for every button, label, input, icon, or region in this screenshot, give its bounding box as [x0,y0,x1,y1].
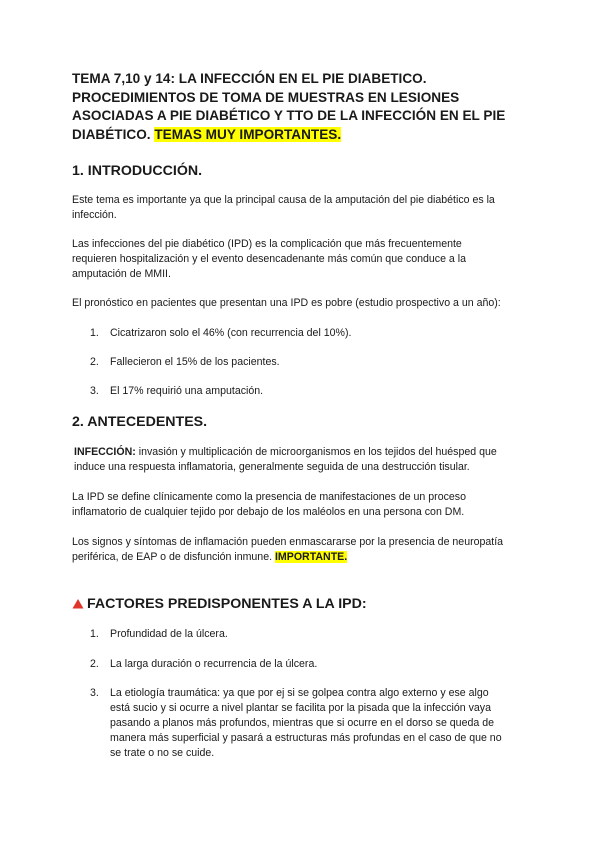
intro-p1-line-2: infección. [72,209,117,221]
list-item-number: 1. [90,327,99,339]
antecedentes-p1-line-1 [74,445,534,460]
intro-heading: 1. INTRODUCCIÓN. [72,163,203,179]
list-item-number: 3. [90,385,99,397]
factores-heading [72,596,367,612]
antecedentes-paragraph-1 [74,445,534,475]
item3-line-2: está sucio y si ocurre a nivel plantar se facilita por la pisada que la infección vaya [110,702,491,714]
antecedentes-p3-line-2 [72,550,532,565]
intro-p2-line-2: requieren hospitalización y el evento desencadenante más común que conduce a la [72,253,466,265]
list-item-text: La larga duración o recurrencia de la úlcera. [110,658,318,670]
important-highlight: IMPORTANTE. [274,551,348,563]
antecedentes-p3-line-1: Los signos y síntomas de inflamación pueden enmascararse por la presencia de neuropatía [72,536,504,548]
intro-paragraph-2 [72,237,532,282]
title-line-4 [72,126,542,145]
intro-p2-line-3: amputación de MMII. [72,268,171,280]
list-item-number: 3. [90,687,99,699]
intro-p3-line: El pronóstico en pacientes que presentan una IPD es pobre (estudio prospectivo a un año): [72,297,501,309]
title-highlight: TEMAS MUY IMPORTANTES. [154,126,342,142]
intro-paragraph-1 [72,193,532,223]
antecedentes-p1-line-2: induce una respuesta inflamatoria, generalmente seguida de una destrucción tisular. [74,461,470,473]
list-item-text: El 17% requirió una amputación. [110,385,264,397]
list-item-text [110,686,502,761]
list-item-number: 2. [90,356,99,368]
list-item-text: Fallecieron el 15% de los pacientes. [110,356,280,368]
antecedentes-p2-line-1: La IPD se define clínicamente como la presencia de manifestaciones de un proceso [72,491,466,503]
list-item-number: 2. [90,658,99,670]
item3-line-4: manera más superficial y pasará a estructuras más profundas en el caso de que no [110,732,502,744]
antecedentes-p3-line-2-text: periférica, de EAP o de disfunción inmune. [72,551,275,563]
warning-triangle-icon [72,598,84,609]
document-title [72,70,542,144]
list-item-text: Profundidad de la úlcera. [110,628,228,640]
antecedentes-paragraph-2 [72,490,532,520]
intro-p1-line-1: Este tema es importante ya que la principal causa de la amputación del pie diabético es la [72,194,495,206]
list-item-text: Cicatrizaron solo el 46% (con recurrencia del 10%). [110,327,352,339]
antecedentes-paragraph-3 [72,535,532,565]
title-line-2: PROCEDIMIENTOS DE TOMA DE MUESTRAS EN LESIONES [72,89,460,105]
antecedentes-heading: 2. ANTECEDENTES. [72,414,208,430]
item3-line-1: La etiología traumática: ya que por ej si se golpea contra algo externo y ese algo [110,687,489,699]
factores-heading-text: FACTORES PREDISPONENTES A LA IPD: [87,596,367,612]
infeccion-term: INFECCIÓN: [74,446,136,458]
title-line-3: ASOCIADAS A PIE DIABÉTICO Y TTO DE LA INFECCIÓN EN EL PIE [72,108,506,123]
list-item-number: 1. [90,628,99,640]
intro-paragraph-3 [72,296,532,311]
intro-p2-line-1: Las infecciones del pie diabético (IPD) es la complicación que más frecuentemente [72,238,462,250]
item3-line-5: se trate o no se cuide. [110,747,215,759]
antecedentes-p2-line-2: inflamatorio de cualquier tejido por debajo de los maléolos en una persona con DM. [72,506,465,518]
title-line-4-text: DIABÉTICO. [72,126,155,142]
item3-line-3: pasando a planos más profundos, mientras que si ocurre en el dorso se queda de [110,717,494,729]
title-line-1: TEMA 7,10 y 14: LA INFECCIÓN EN EL PIE DIABETICO. [72,71,427,86]
infeccion-definition: invasión y multiplicación de microorganismos en los tejidos del huésped que [135,446,497,458]
